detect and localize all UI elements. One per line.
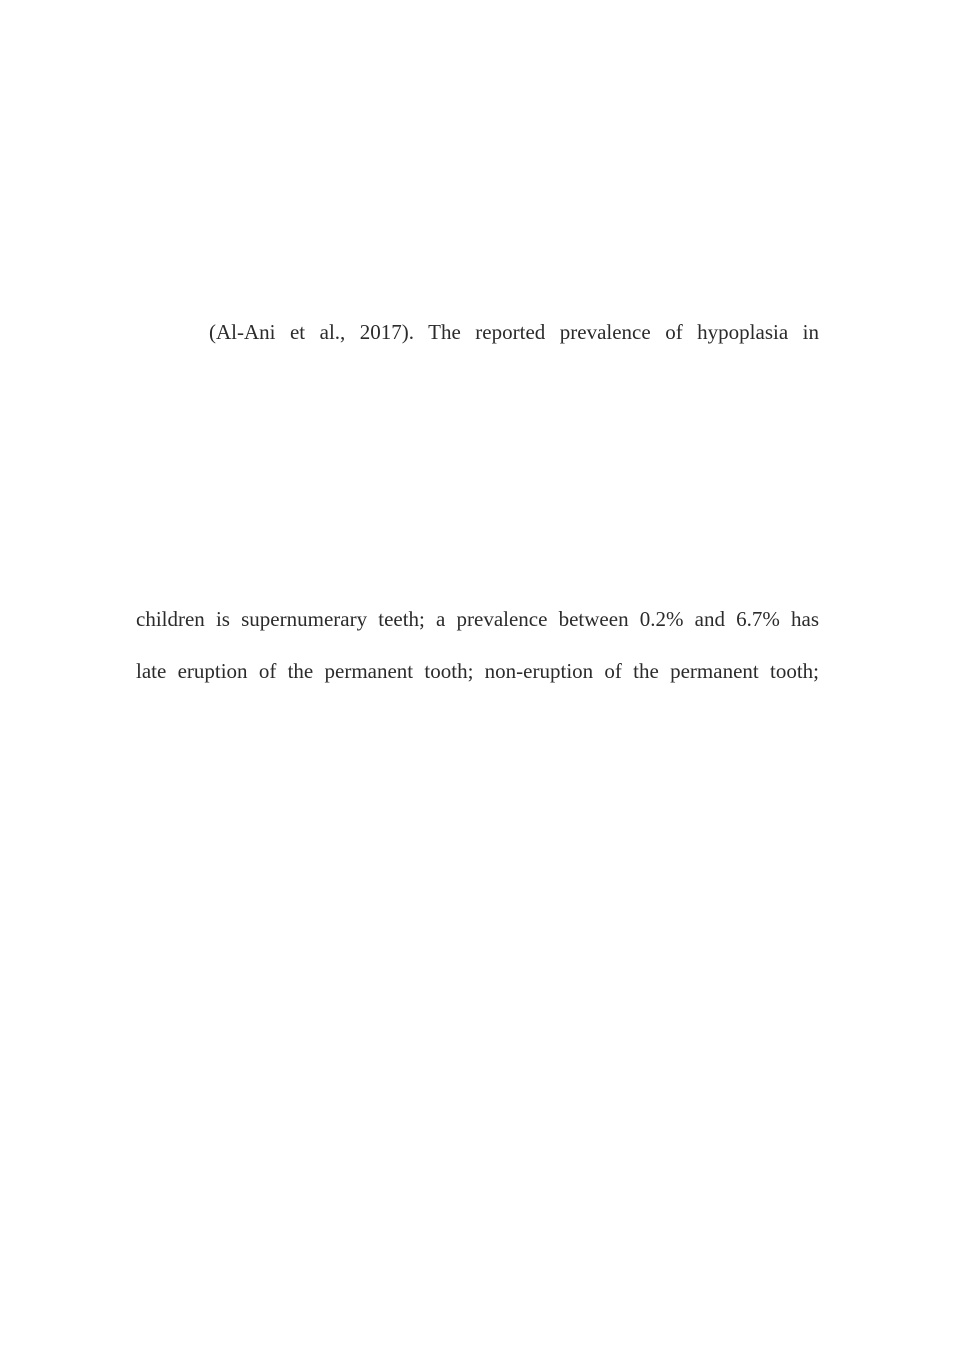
text-line-3: late eruption of the permanent tooth; non-eruption of the permanent tooth;	[136, 659, 819, 683]
text-line-1: (Al-Ani et al., 2017). The reported prevalence of hypoplasia in	[209, 320, 819, 344]
text-line-2: children is supernumerary teeth; a prevalence between 0.2% and 6.7% has	[136, 607, 819, 631]
